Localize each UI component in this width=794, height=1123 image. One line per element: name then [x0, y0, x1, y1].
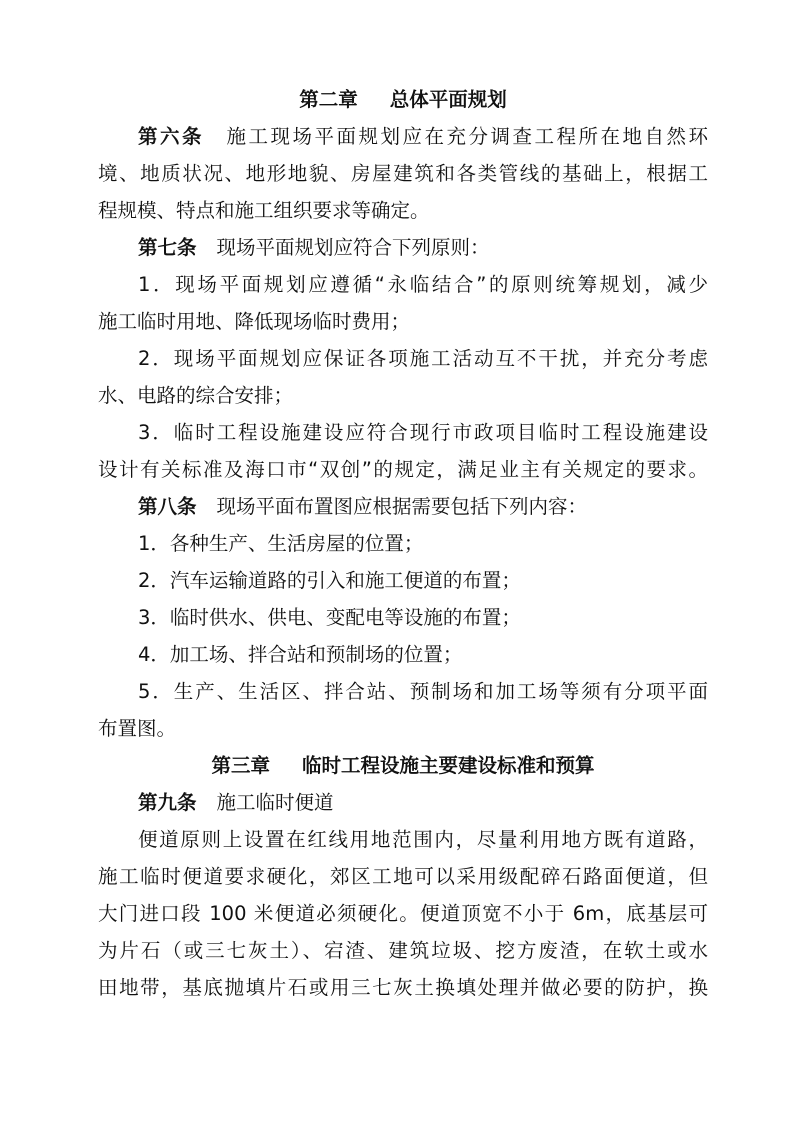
article-8-item-2: 2．汽车运输道路的引入和施工便道的布置；	[138, 569, 521, 592]
article-7-item-3-line-2: 设计有关标准及海口市“双创”的规定，满足业主有关规定的要求。	[98, 458, 708, 481]
article-8-item-5-line-1: 5．生产、生活区、拌合站、预制场和加工场等须有分项平面	[138, 680, 708, 703]
article-text: 施工现场平面规划应在充分调查工程所在地自然环	[224, 125, 708, 148]
article-label: 第八条	[138, 495, 197, 518]
article-8-heading	[138, 488, 708, 526]
article-6-line-3: 程规模、特点和施工组织要求等确定。	[98, 199, 430, 222]
chapter-number: 第三章	[211, 754, 270, 777]
article-text: 现场平面布置图应根据需要包括下列内容：	[216, 495, 588, 518]
article-8-item-3: 3．临时供水、供电、变配电等设施的布置；	[138, 606, 521, 629]
article-8-item-5-line-2: 布置图。	[98, 717, 177, 740]
article-6-line-2: 境、地质状况、地形地貌、房屋建筑和各类管线的基础上，根据工	[98, 162, 708, 185]
article-7-item-2-line-2: 水、电路的综合安排；	[98, 384, 294, 407]
article-text: 现场平面规划应符合下列原则：	[216, 236, 490, 259]
article-text: 施工临时便道	[216, 791, 334, 814]
article-9-line-4: 为片石（或三七灰土）、宕渣、建筑垃圾、挖方废渣，在软土或水	[98, 939, 708, 962]
chapter-3-heading	[98, 747, 708, 785]
article-label: 第九条	[138, 791, 197, 814]
chapter-title: 临时工程设施主要建设标准和预算	[302, 754, 595, 777]
chapter-number: 第二章	[299, 88, 358, 111]
article-7-heading	[138, 229, 708, 267]
article-8-item-4: 4．加工场、拌合站和预制场的位置；	[138, 643, 463, 666]
article-7-item-1-line-1: 1．现场平面规划应遵循“永临结合”的原则统筹规划，减少	[138, 273, 708, 296]
article-7-item-1-line-2: 施工临时用地、降低现场临时费用；	[98, 310, 411, 333]
chapter-2-heading	[98, 81, 708, 119]
article-6-line-1	[138, 118, 708, 156]
article-7-item-2-line-1: 2．现场平面规划应保证各项施工活动互不干扰，并充分考虑	[138, 347, 708, 370]
article-label: 第七条	[138, 236, 197, 259]
article-8-item-1: 1．各种生产、生活房屋的位置；	[138, 532, 424, 555]
article-9-line-1: 便道原则上设置在红线用地范围内，尽量利用地方既有道路，	[138, 828, 708, 851]
article-label: 第六条	[138, 125, 204, 148]
article-9-line-2: 施工临时便道要求硬化，郊区工地可以采用级配碎石路面便道，但	[98, 865, 708, 888]
chapter-title: 总体平面规划	[389, 88, 507, 111]
article-7-item-3-line-1: 3．临时工程设施建设应符合现行市政项目临时工程设施建设	[138, 421, 708, 444]
article-9-heading	[138, 784, 708, 822]
article-9-line-3: 大门进口段 100 米便道必须硬化。便道顶宽不小于 6m，底基层可	[98, 902, 708, 925]
article-9-line-5: 田地带，基底抛填片石或用三七灰土换填处理并做必要的防护，换	[98, 976, 708, 999]
